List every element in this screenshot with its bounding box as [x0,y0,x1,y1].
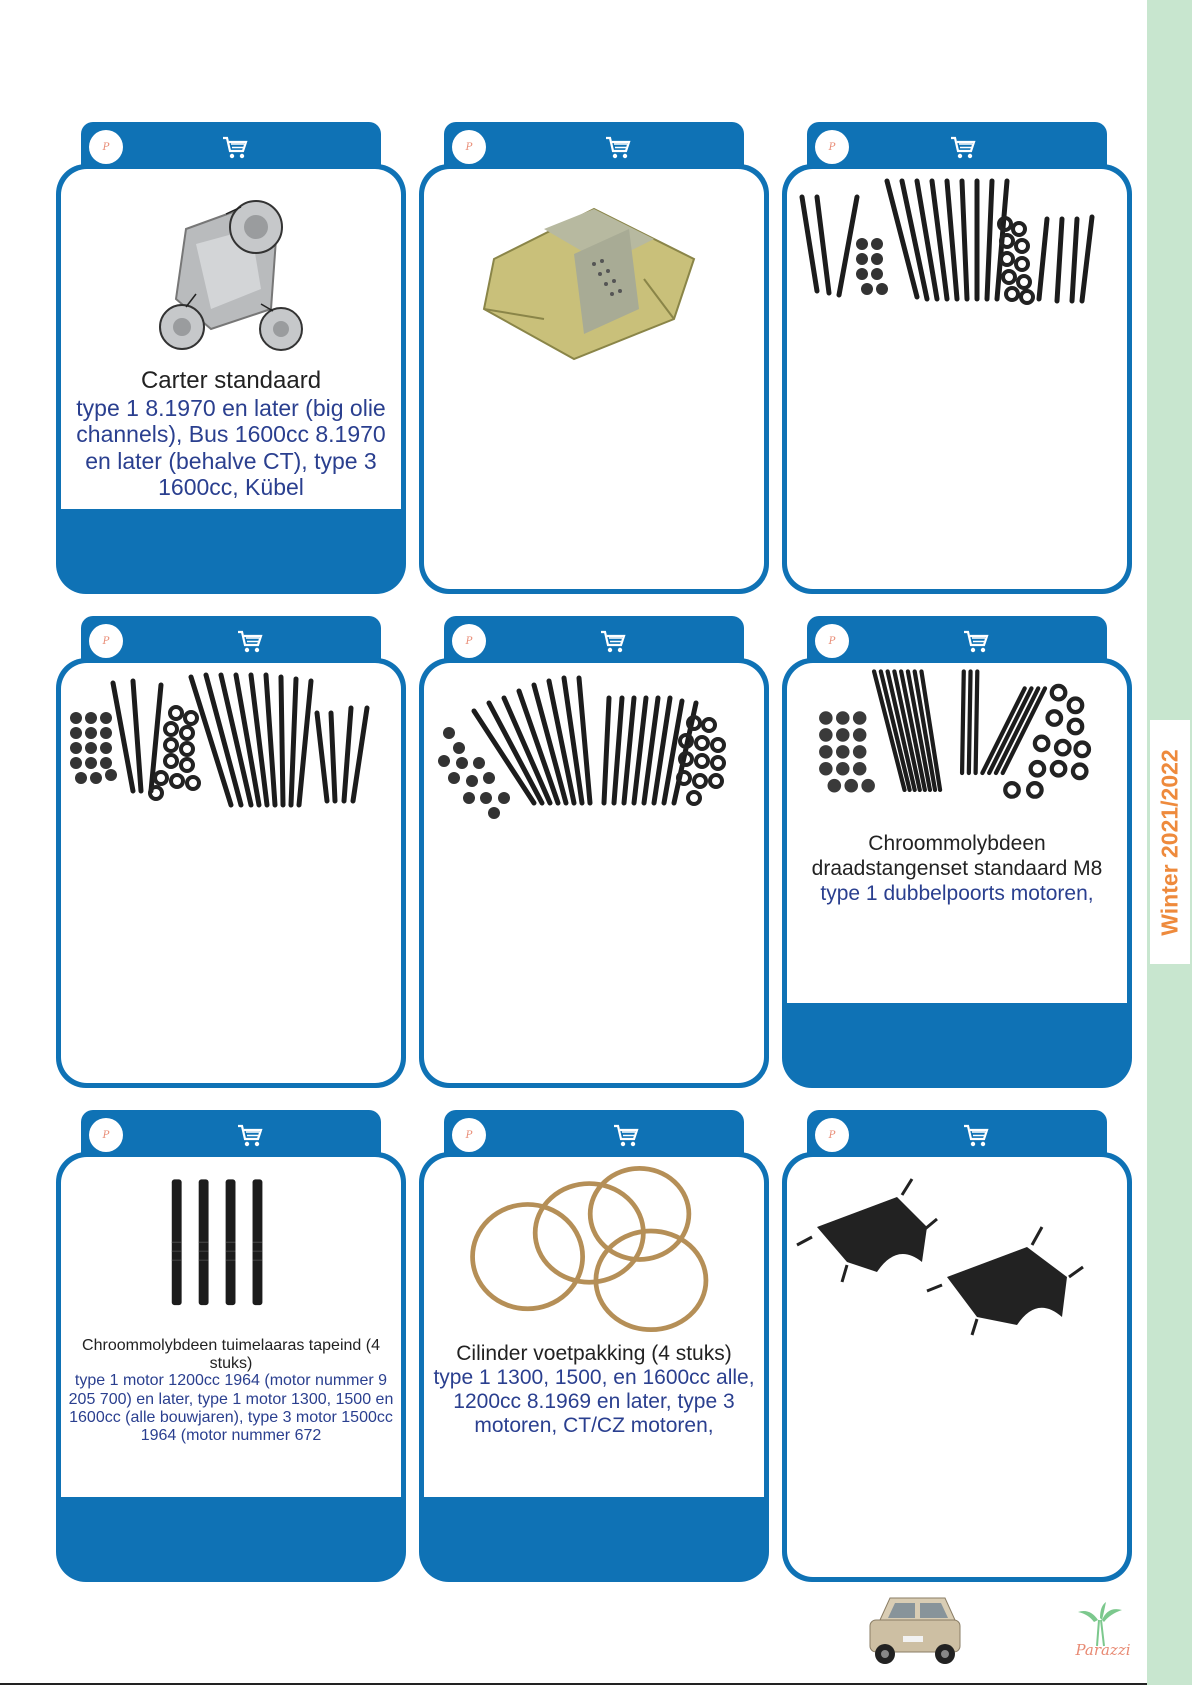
product-card [782,1110,1132,1582]
product-card [782,122,1132,594]
card-body [787,663,1127,1003]
brand-logo-icon [1068,1600,1138,1670]
card-body [424,663,764,1083]
card-body [787,169,1127,589]
product-card [782,616,1132,1088]
product-card [419,616,769,1088]
card-body [424,169,764,589]
product-card [56,1110,406,1582]
season-label: Winter 2021/2022 [1156,748,1183,936]
brand-logo-icon: P [89,1118,123,1152]
gaskets-image [424,1157,764,1342]
cart-icon[interactable] [236,1121,264,1149]
product-card [56,616,406,1088]
cart-icon[interactable] [949,133,977,161]
product-title: Chroommolybdeen draadstangenset standaard M8 [811,832,1103,881]
brand-logo-icon: P [452,624,486,658]
cart-icon[interactable] [962,627,990,655]
season-tag [1150,720,1190,964]
brand-logo-icon: P [815,624,849,658]
cart-icon[interactable] [236,627,264,655]
card-panel [56,164,406,594]
card-body [61,663,401,1083]
card-panel [56,1152,406,1582]
stud-set-image [61,663,401,858]
stud-set-image [424,663,764,858]
card-panel [782,164,1132,594]
card-body [61,1157,401,1497]
card-body [424,1157,764,1497]
product-subtitle: type 1 dubbelpoorts motoren, [820,882,1094,906]
cart-icon[interactable] [604,133,632,161]
card-body [61,169,401,509]
brand-logo-icon: P [452,130,486,164]
metal-plate-image [424,169,764,364]
product-title: Carter standaard [140,367,322,394]
card-panel [782,1152,1132,1582]
product-subtitle: type 1 8.1970 en later (big olie channels), Bus 1600cc 8.1970 en later (behalve CT), type 3 1600cc, Kübel [76,395,386,501]
brand-logo-icon: P [89,624,123,658]
stud-set-image [787,169,1127,364]
brand-logo-icon: P [815,1118,849,1152]
product-card [419,122,769,594]
vintage-car-image [855,1590,975,1670]
rocker-studs-image [61,1157,401,1332]
cart-icon[interactable] [599,627,627,655]
product-title: Cilinder voetpakking (4 stuks) [456,1342,732,1365]
card-panel [782,658,1132,1088]
product-card [419,1110,769,1582]
stud-set-image [787,663,1127,828]
card-panel [419,1152,769,1582]
brand-logo-icon: P [815,130,849,164]
engine-case-image [61,169,401,364]
brand-logo-icon: P [452,1118,486,1152]
svg-text:Parazzi: Parazzi [1075,1641,1131,1659]
card-panel [56,658,406,1088]
cart-icon[interactable] [612,1121,640,1149]
product-subtitle: type 1 1300, 1500, en 1600cc alle, 1200cc 8.1969 en later, type 3 motoren, CT/CZ motoren, [433,1366,755,1438]
product-card [56,122,406,594]
product-subtitle: type 1 motor 1200cc 1964 (motor nummer 9 205 700) en later, type 1 motor 1300, 1500 en 1600cc (alle bouwjaren), type 3 motor 1500cc 1964 (motor nummer 672 [68,1372,394,1445]
brand-logo-icon: P [89,130,123,164]
card-panel [419,658,769,1088]
cart-icon[interactable] [962,1121,990,1149]
card-panel [419,164,769,594]
rubber-seals-image [787,1157,1127,1352]
cart-icon[interactable] [221,133,249,161]
card-body [787,1157,1127,1577]
product-title: Chroommolybdeen tuimelaaras tapeind (4 stuks) [82,1337,380,1372]
